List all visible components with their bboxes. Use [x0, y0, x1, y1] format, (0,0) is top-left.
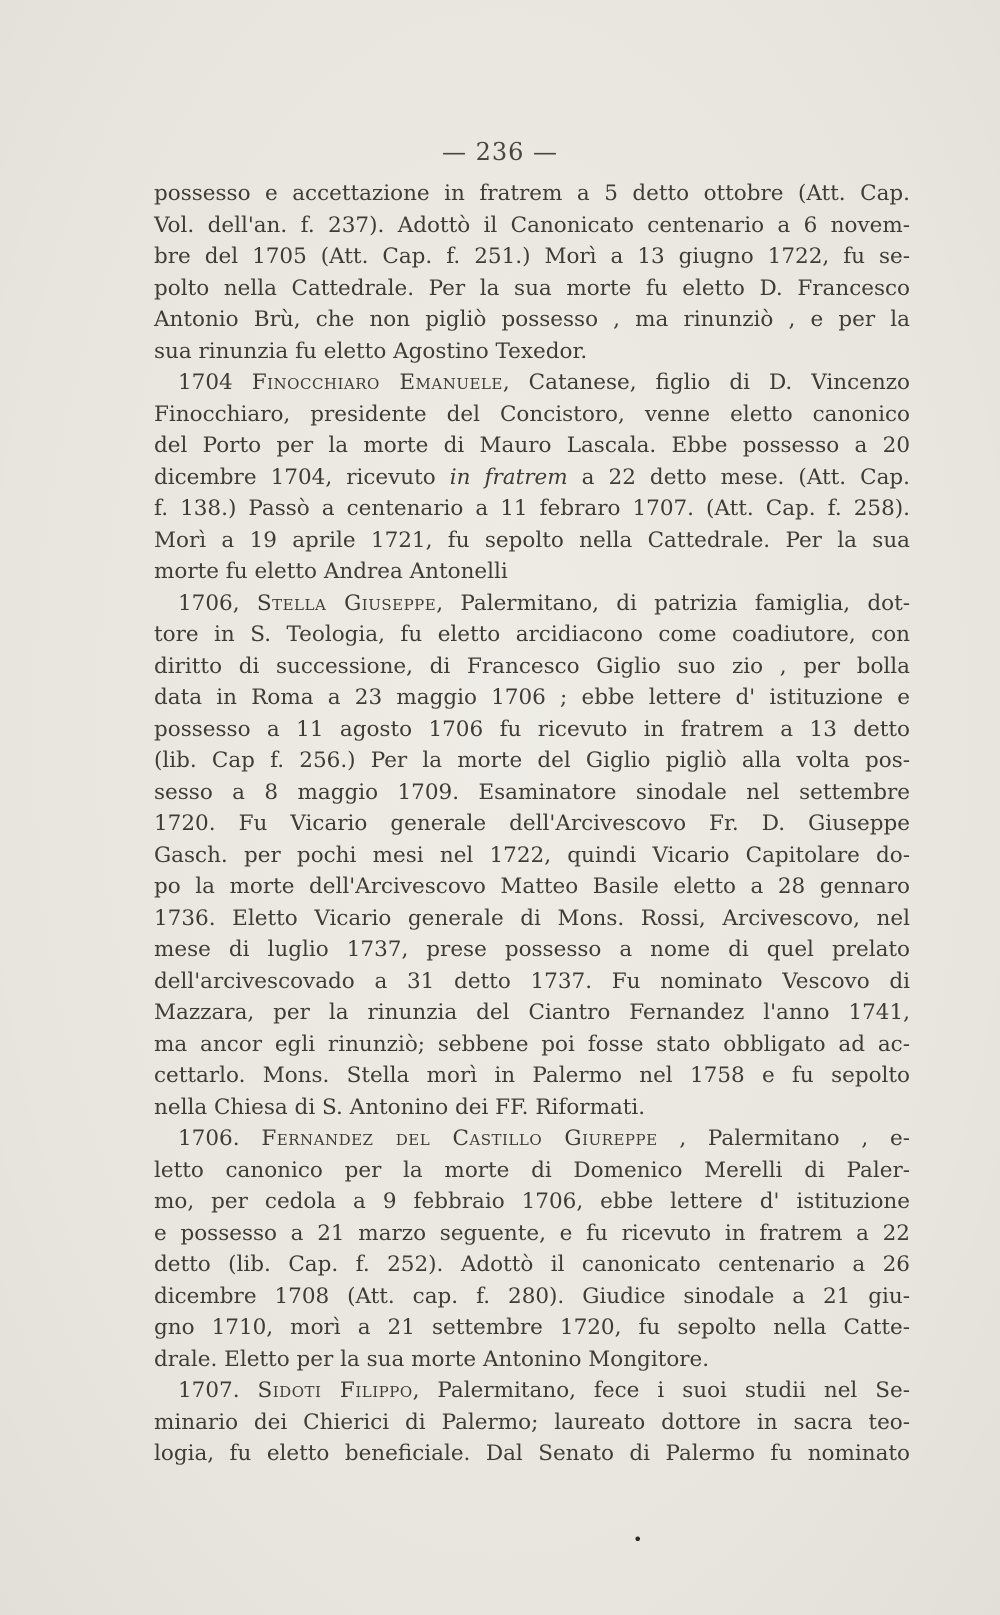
text-segment: drale. Eletto per la sua morte Antonino Mongitore.	[154, 1346, 710, 1372]
text-segment: gno 1710, morì a 21 settembre 1720, fu sepolto nella Catte-	[154, 1315, 910, 1340]
text-line	[154, 619, 910, 651]
text-segment: , Palermitano , e-	[657, 1126, 910, 1151]
text-line	[154, 777, 910, 809]
text-line	[154, 1218, 910, 1250]
text-segment: bre del 1705 (Att. Cap. f. 251.) Morì a 13 giugno 1722, fu se-	[154, 244, 910, 269]
text-segment: sesso a 8 maggio 1709. Esaminatore sinodale nel settembre	[154, 779, 910, 805]
text-line	[154, 1375, 910, 1407]
text-segment: Antonio Brù, che non pigliò possesso , ma rinunziò , e per la	[154, 307, 910, 332]
text-segment: Morì a 19 aprile 1721, fu sepolto nella Cattedrale. Per la sua	[154, 527, 910, 553]
text-line	[154, 430, 910, 462]
text-segment: dicembre 1704, ricevuto	[154, 464, 450, 490]
text-segment: 1706.	[178, 1126, 262, 1151]
entry-name: Sidoti Filippo	[257, 1378, 413, 1403]
text-segment: possesso a 11 agosto 1706 fu ricevuto in fratrem a 13 detto	[154, 716, 910, 742]
text-line	[154, 1438, 910, 1470]
text-segment: data in Roma a 23 maggio 1706 ; ebbe lettere d' istituzione e	[154, 685, 910, 710]
page-number: — 236 —	[441, 138, 559, 166]
text-segment: Finocchiaro, presidente del Concistoro, venne eletto canonico	[154, 401, 910, 427]
text-segment: 1720. Fu Vicario generale dell'Arcivescovo Fr. D. Giuseppe	[154, 811, 910, 836]
text-segment: letto canonico per la morte di Domenico Merelli di Paler-	[154, 1157, 910, 1183]
text-segment: 1736. Eletto Vicario generale di Mons. Rossi, Arcivescovo, nel	[154, 905, 910, 931]
text-segment: dicembre 1708 (Att. cap. f. 280). Giudice sinodale a 21 giu-	[154, 1283, 910, 1309]
text-line	[154, 1344, 910, 1376]
text-line	[154, 1281, 910, 1313]
text-line	[154, 399, 910, 431]
ink-mark: •	[633, 1530, 643, 1549]
text-line	[154, 367, 910, 399]
text-segment: Mazzara, per la rinunzia del Ciantro Fernandez l'anno 1741,	[154, 1000, 910, 1025]
text-line	[154, 871, 910, 903]
text-line	[154, 934, 910, 966]
italic-phrase: in fratrem	[449, 464, 568, 490]
text-segment: possesso e accettazione in fratrem a 5 detto ottobre (Att. Cap.	[154, 181, 910, 206]
entry-name: Finocchiaro Emanuele	[251, 370, 503, 395]
text-line	[154, 1060, 910, 1092]
text-line	[154, 1029, 910, 1061]
text-segment: dell'arcivescovado a 31 detto 1737. Fu nominato Vescovo di	[154, 968, 910, 994]
text-line	[154, 1186, 910, 1218]
text-line	[154, 178, 910, 210]
text-line	[154, 588, 910, 620]
text-line	[154, 273, 910, 305]
text-segment: del Porto per la morte di Mauro Lascala. Ebbe possesso a 20	[154, 433, 910, 458]
text-segment: minario dei Chierici di Palermo; laureato dottore in sacra teo-	[154, 1409, 910, 1435]
text-line	[154, 651, 910, 683]
text-line	[154, 808, 910, 840]
text-segment: , Palermitano, di patrizia famiglia, dot-	[436, 590, 911, 616]
text-segment: nella Chiesa di S. Antonino dei FF. Riformati.	[154, 1094, 646, 1120]
text-segment: Vol. dell'an. f. 237). Adottò il Canonicato centenario a 6 novem-	[154, 212, 910, 238]
text-segment: a 22 detto mese. (Att. Cap.	[567, 464, 910, 490]
text-line	[154, 1123, 910, 1155]
text-line	[154, 903, 910, 935]
text-line	[154, 1407, 910, 1439]
text-segment: , Palermitano, fece i suoi studii nel Se-	[412, 1378, 910, 1403]
text-line	[154, 241, 910, 273]
text-line	[154, 493, 910, 525]
text-segment: morte fu eletto Andrea Antonelli	[154, 559, 508, 584]
text-segment: Gasch. per pochi mesi nel 1722, quindi Vicario Capitolare do-	[154, 842, 910, 868]
text-segment: ma ancor egli rinunziò; sebbene poi fosse stato obbligato ad ac-	[154, 1031, 910, 1057]
text-segment: tore in S. Teologia, fu eletto arcidiacono come coadiutore, con	[154, 622, 910, 647]
text-line	[154, 1092, 910, 1124]
text-segment: 1707.	[178, 1378, 258, 1403]
text-segment: logia, fu eletto beneficiale. Dal Senato di Palermo fu nominato	[154, 1441, 910, 1466]
entry-name: Fernandez del Castillo Giureppe	[261, 1126, 658, 1151]
text-line	[154, 682, 910, 714]
text-line	[154, 1312, 910, 1344]
text-segment: 1706,	[178, 590, 257, 616]
text-segment: cettarlo. Mons. Stella morì in Palermo nel 1758 e fu sepolto	[154, 1063, 910, 1088]
text-line	[154, 210, 910, 242]
text-segment: f. 138.) Passò a centenario a 11 febraro 1707. (Att. Cap. f. 258).	[154, 496, 910, 521]
text-line	[154, 966, 910, 998]
body-text	[154, 178, 910, 1470]
text-line	[154, 997, 910, 1029]
text-segment: diritto di successione, di Francesco Giglio suo zio , per bolla	[154, 653, 910, 679]
text-segment: polto nella Cattedrale. Per la sua morte fu eletto D. Francesco	[154, 275, 910, 301]
text-line	[154, 1249, 910, 1281]
text-line	[154, 714, 910, 746]
text-line	[154, 336, 910, 368]
text-line	[154, 840, 910, 872]
text-segment: po la morte dell'Arcivescovo Matteo Basile eletto a 28 gennaro	[154, 874, 910, 899]
text-segment: detto (lib. Cap. f. 252). Adottò il canonicato centenario a 26	[154, 1252, 910, 1277]
entry-name: Stella Giuseppe	[256, 590, 437, 616]
text-line	[154, 556, 910, 588]
text-segment: mese di luglio 1737, prese possesso a nome di quel prelato	[154, 937, 910, 962]
text-segment: (lib. Cap f. 256.) Per la morte del Giglio pigliò alla volta pos-	[154, 748, 910, 773]
text-line	[154, 745, 910, 777]
text-segment: e possesso a 21 marzo seguente, e fu ricevuto in fratrem a 22	[154, 1220, 910, 1246]
text-segment: sua rinunzia fu eletto Agostino Texedor.	[154, 338, 588, 364]
text-line	[154, 525, 910, 557]
text-line	[154, 462, 910, 494]
text-line	[154, 1155, 910, 1187]
text-line	[154, 304, 910, 336]
text-segment: 1704	[178, 370, 252, 395]
text-segment: mo, per cedola a 9 febbraio 1706, ebbe lettere d' istituzione	[154, 1189, 910, 1214]
text-segment: , Catanese, figlio di D. Vincenzo	[502, 370, 910, 395]
